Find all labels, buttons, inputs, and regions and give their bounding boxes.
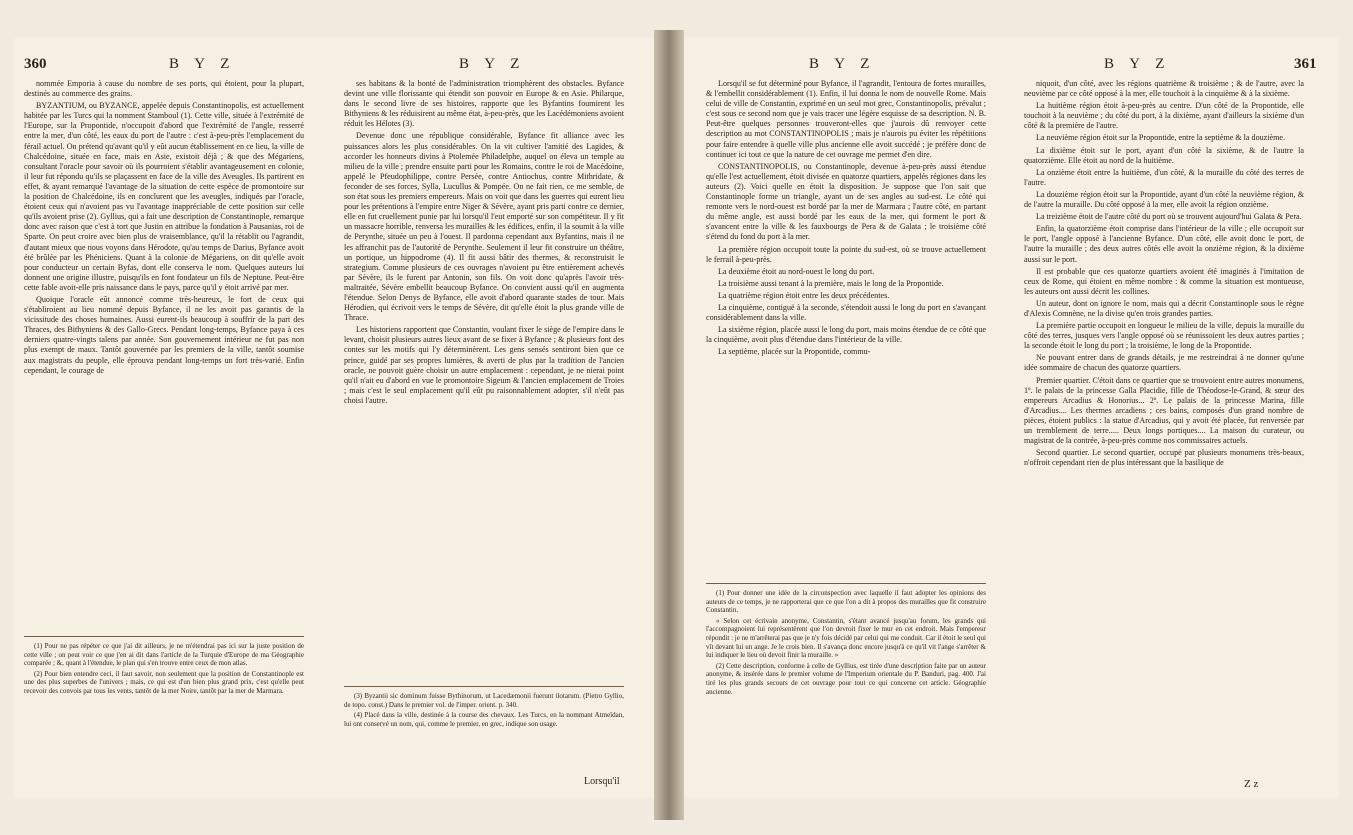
footnote-rule [24,636,304,637]
footnote-rule [706,583,986,584]
footnote: (2) Cette description, conforme à celle de Gyllius, est tirée d'une description faite par un auteur anonyme, & insérée dans le premier volume de l'Imperium orientale du P. Banduri, pag. 400. J'ai tiré les plus grands secours de cet ouvrage pour tout ce qui concerne cet article. Géographie ancienne. [706,661,986,696]
paragraph: La quatrième région étoit entre les deux précédentes. [718,290,890,300]
paragraph: Les historiens rapportent que Constantin, voulant fixer le siège de l'empire dans le levant, choisit plusieurs autres lieux avant de se fixer à Byfance ; & plusieurs font des contes sur les motifs qui l'y déterminèrent. Les gens sensés sentiront bien que ce prince, guidé par ses propres lumières, & averti de plus par la tradition de l'ancien oracle, ne pouvoit guère choisir un autre emplacement : cependant, je ne nierai point qu'il n'ait eu d'abord en vue le promontoire Sigeum & l'ancien emplacement de Troies ; mais c'est le seul emplacement qu'il eût pu raisonnablement adopter, s'il n'eût pas choisi l'autre. [344,325,624,405]
footnote: (1) Pour donner une idée de la circonspection avec laquelle il faut adopter les opinions des auteurs de ce temps, je ne rapporterai que ce que l'on a dit à propos des murailles que fit construire Constantin. [706,589,986,615]
paragraph: La huitième région étoit à-peu-près au centre. D'un côté de la Propontide, elle touchoit à la neuvième ; du côté du port, à la dixième, ayant d'ailleurs la sixième d'un côté & la première de l'autre. [1024,101,1304,131]
right-page [684,38,1339,798]
left-column-2 [344,79,624,408]
paragraph: BYZANTIUM, ou BYZANCE, appelée depuis Constantinopolis, est actuellement habitée par les Turcs qui la nomment Stamboul (1). Cette ville, située à l'extrémité de l'Europe, sur la Propontide, n'occupoit d'abord que l'extrémité de l'angle, resserré entre la mer, d'un côté, les eaux du port de l'autre : c'est à-peu-près l'emplacement du férail actuel. On prétend qu'avant qu'il y eût aucun établissement en ce lieu, la ville de Chalcédoine, située en face, mais en Asie, existoit déjà ; & que des Mégariens, consultant l'oracle pour savoir où ils pourroient s'établir avantageusement en colonie, il leur fut répondu qu'ils se plaçassent en face de la ville des Aveugles. Ils partirent en effet, & ayant remarqué l'avantage de la situation de cette espèce de promontoire sur la position de Chalcédoine, ils en conclurent que les aveugles, indiqués par l'oracle, étoient ceux qui n'avoient pas vu l'avantage inappréciable de cette position sur celle qu'ils avoient prise (2). Gyllius, qui a fait une description de Constantinople, remarque donc avec raison que c'est à tort que Justin en attribue la fondation à Pausanias, roi de Sparte. On peut croire avec bien plus de vraisemblance, qu'il la rétablit ou l'agrandit, d'autant mieux que nous voyons dans Hérodote, qu'au temps de Darius, Byfance avoit été brûlée par les Phéniciens. Quant à la colonie de Mégariens, on dit qu'elle avoit pour conducteur un certain Byfas, dont elle conserva le nom. Quelques auteurs lui donnent une origine illustre, puisqu'ils en font fondateur un fils de Neptune. Peut-être cette fable avoit-elle pris naissance dans le pays, parce qu'il y étoit arrivé par mer. [24,101,304,292]
footnote: (2) Pour bien entendre ceci, il faut savoir, non seulement que la position de Constantinople est une des plus superbes de l'univers ; mais, ce qui est d'un bien plus grand prix, c'est qu'elle peut recevoir des convois par tous les vents, tantôt de la mer Noire, tantôt par la mer de Marmara. [24,669,304,695]
footnote: (1) Pour ne pas répéter ce que j'ai dit ailleurs, je ne m'étendrai pas ici sur la juste position de cette ville ; on peut voir ce que j'en ai dit dans l'article de la Turquie d'Europe de ma Géographie comparée ; &, quant à l'étendue, le plan qui s'en trouve entre ceux de mon atlas. [24,642,304,668]
paragraph: Lorsqu'il se fut déterminé pour Byfance, il l'agrandit, l'entoura de fortes murailles, & l'embellit considérablement (1). Enfin, il lui donna le nom de nouvelle Rome. Mais celui de ville de Constantin, exprimé en un seul mot grec, Constantinopolis, prévalut ; c'est sous ce second nom que je vais tracer une légère esquisse de sa description. N. B. Peut-être quelques personnes trouveront-elles que j'aurois dû renvoyer cette description au mot CONSTANTINOPOLIS ; mais je n'aurois pu éviter les répétitions pour faire entendre à quelle ville plus ancienne elle avoit succédé ; je préfère donc de continuer ici tout ce que la nature de cet ouvrage me permet d'en dire. [706,79,986,159]
footnote: (4) Placé dans la ville, destinée à la course des chevaux. Les Turcs, en la nommant Atmeïdan, lui ont conservé un nom, qui, comme le premier, en grec, indique son usage. [344,711,624,728]
paragraph: Second quartier. Le second quartier, occupé par plusieurs monumens très-beaux, n'offroit cependant rien de plus intéressant que la basilique de [1024,448,1304,468]
paragraph: Enfin, la quatorzième étoit comprise dans l'intérieur de la ville ; elle occupoit sur le port, l'angle opposé à l'ancienne Byfance. D'un côté, elle avoit donc le port, de l'autre la muraille ; des deux autres côtés elle avoit la onzième région, & la dixième aussi sur le port. [1024,224,1304,264]
paragraph: La septième, placée sur la Propontide, commu- [718,347,871,357]
right-column-1 [706,79,986,359]
left-running-head-1: B Y Z [169,56,236,72]
paragraph: nommée Emporia à cause du nombre de ses ports, qui étoient, pour la plupart, destinés au commerce des grains. [24,79,304,99]
paragraph: La première partie occupoit en longueur le milieu de la ville, depuis la muraille du côté des terres, jusques vers l'angle opposé où se réunissoient les deux autres parties ; la seconde étoit le long du port ; la troisième, le long de la Propontide. [1024,321,1304,351]
paragraph: La douzième région étoit sur la Propontide, ayant d'un côté la neuvième région, & de l'autre la muraille. Du côté opposé à la mer, elle avoit la région onzième. [1024,189,1304,210]
paragraph: CONSTANTINOPOLIS, ou Constantinople, devenue à-peu-près aussi étendue qu'elle l'est actuellement, étoit divisée en quatorze quartiers, appelés régiones dans les auteurs (2). Voici quelle en étoit la disposition. Je suppose que l'on sait que Constantinople forme un triangle, ayant un de ses angles au sud-est. Le côté qui remonte vers le nord-ouest est bordé par la mer de Marmara ; l'autre côté, en partant du même angle, est aussi bordé par les eaux de la mer, qui forment le port & s'avancent entre la ville & les fauxbourgs de Pera & de Galata ; le troisième côté s'étend du fond du port à la mer. [706,161,986,242]
paragraph: La sixième région, placée aussi le long du port, mais moins étendue de ce côté que la cinquième, avoit plus d'étendue dans l'intérieur de la ville. [706,325,986,345]
paragraph: Un auteur, dont on ignore le nom, mais qui a décrit Constantinople sous le règne d'Alexis Comnène, ne la divise qu'en trois grandes parties. [1024,298,1304,318]
left-page [14,38,654,798]
signature-mark: Z z [1244,778,1259,790]
right-running-head-1: B Y Z [809,56,876,72]
right-running-head-2: B Y Z [1104,56,1171,72]
paragraph: Premier quartier. C'étoit dans ce quartier que se trouvoient entre autres monumens, 1º. le palais de la princesse Galla Placidie, fille de Théodose-le-Grand, & sœur des empereurs Arcadius & Honorius... 2º. Le palais de la princesse Marina, fille d'Arcadius.... Les thermes arcadiens ; ces bains, composés d'un grand nombre de pièces, étoient publics : la statue d'Arcadius, qui y avoit été placée, fut renversée par un tremblement de terre..... Deux longs portiques.... La maison du curateur, ou magistrat de la contrée, à-peu-près comme nos commissaires actuels. [1024,375,1304,446]
left-column-1 [24,79,304,378]
paragraph: Devenue donc une république considérable, Byfance fit alliance avec les puissances alors les plus considérables. On la vit cultiver l'amitié des Lagides, & accorder les honneurs divins à Ptolemée Philadelphe, auquel on éleva un temple au milieu de la ville ; prendre ensuite parti pour les Romains, contre le roi de Macédoine, appelé le Pfeudophilippe, contre Persée, contre Antiochus, contre Mithridate, & feconder de ses forces, Sylla, Lucullus & Pompée. On ne fait rien, ce me semble, de son état sous les premiers empereurs. Mais on voit que dans les guerres qui eurent lieu pour les prétentions à l'empire entre Niger & Sévère, ayant pris parti contre ce dernier, elle en fut cruellement punie par lui lorsqu'il l'eut emporté sur son compétiteur. Il y fit un massacre horrible, renversa les murailles & les édifices, enfin, il la soumit à la ville de Perynthe, située un peu à l'ouest. Il pardonna cependant aux Byfantins, mais il ne les affranchit pas de l'autorité de Perynthe. Seulement il leur fit construire un théâtre, un portique, un hippodrome (4). Il fit aussi bâtir des thermes, & reconstruisit le strategium. Comme plusieurs de ces ouvrages n'avoient pu être entièrement achevés par Sévère, ils le furent par Antonin, son fils. On voit donc qu'après l'avoir très-maltraitée, Sévère embellit beaucoup Byfance. On convient aussi qu'il en augmenta l'étendue. Selon Denys de Byfance, elle avoit d'abord quarante stades de tour. Mais Hérodien, qui écrivoit vers le temps de Sévère, dit qu'elle étoit la plus grande ville de Thrace. [344,131,624,323]
paragraph: La onzième étoit entre la huitième, d'un côté, & la muraille du côté des terres de l'autre. [1024,167,1304,187]
left-running-head-2: B Y Z [459,56,526,72]
paragraph: niquoit, d'un côté, avec les régions quatrième & troisième ; & de l'autre, avec la neuvième par ce côté opposé à la mer, elle touchoit à la cinquième & à la sixième. [1024,79,1304,99]
footnote: (3) Byzantii sic dominum fuisse Bythinorum, ut Lacedæmonii fuerunt ilotarum. (Pietro Gyllio, de topo. const.) Dans le premier vol. de l'imper. orient. p. 340. [344,692,624,709]
left-column-2-footnotes [344,692,624,730]
paragraph: La cinquième, contiguë à la seconde, s'étendoit aussi le long du port en s'avançant considérablement dans la ville. [706,302,986,323]
footnote: « Selon cet écrivain anonyme, Constantin, s'étant avancé jusqu'au forum, les grands qui l'accompagnoient lui représentèrent que l'on devroit fixer le mur en cet endroit. Mais l'empereur répondit : je ne m'arrêterai pas que je n'y fois décidé par celui qui me conduit. Car il étoit le seul qui vît devant lui un ange. Je le crois bien. Il s'avança donc encore jusqu'à ce qu'il vit l'ange s'arrêter & lui indiquer le lieu où devoit finir la muraille. » [706,616,986,660]
right-page-number: 361 [1294,56,1317,72]
paragraph: La troisième aussi tenant à la première, mais le long de la Propontide. [718,278,944,288]
left-page-number: 360 [24,56,47,72]
paragraph: La neuvième région étoit sur la Propontide, entre la septième & la douzième. [1036,133,1286,143]
paragraph: La treizième étoit de l'autre côté du port où se trouvent aujourd'hui Galata & Pera. [1036,212,1302,222]
book-gutter [654,30,684,820]
right-column-1-footnotes [706,589,986,698]
right-column-2 [1024,79,1304,470]
footnote-rule [344,686,624,687]
left-column-1-footnotes [24,642,304,698]
paragraph: Quoique l'oracle eût annoncé comme très-heureux, le fort de ceux qui s'établiroient au lieu nommé depuis Byfance, il ne les avoit pas garantis de la vicissitude des choses humaines. Aussi eurent-ils beaucoup à souffrir de la part des Thraces, des Bithyniens & des Gallo-Grecs. Pendant long-temps, Byfance paya à ces derniers quatre-vingts talens par année. Son gouvernement intérieur ne fut pas non plus exempt de maux. Tantôt gouvernée par les premiers de la ville, tantôt soumise aux magistrats du peuple, elle éprouva pendant long-temps un fort très-varié. Enfin cependant, le courage de [24,294,304,375]
paragraph: La deuxième étoit au nord-ouest le long du port. [718,266,875,276]
paragraph: ses habitans & la bonté de l'administration triomphèrent des obstacles. Byfance devint une ville florissante qui étendit son pouvoir en Europe & en Asie. Philarque, dans le second livre de ses histoires, rapporte que les Byfantins foumirent les Bithyniens & les réduisirent au même état, à-peu-près, que les Lacédémoniens avoient réduit les Hélotes (3). [344,79,624,129]
paragraph: La dixième étoit sur le port, ayant d'un côté la sixième, & de l'autre la quatorzième. Elle étoit au nord de la huitième. [1024,145,1304,165]
paragraph: La première région occupoit toute la pointe du sud-est, où se trouve actuellement le ferrail à-peu-près. [706,244,986,264]
paragraph: Ne pouvant entrer dans de grands détails, je me restreindrai à ne donner qu'une idée sommaire de chacun des quatorze quartiers. [1024,353,1304,373]
catchword: Lorsqu'il [584,776,620,787]
paragraph: Il est probable que ces quatorze quartiers avoient été imaginés à l'imitation de ceux de Rome, qui étoient en même nombre : & comme la situation est montueuse, les auteurs ont aussi décrit les collines. [1024,266,1304,296]
